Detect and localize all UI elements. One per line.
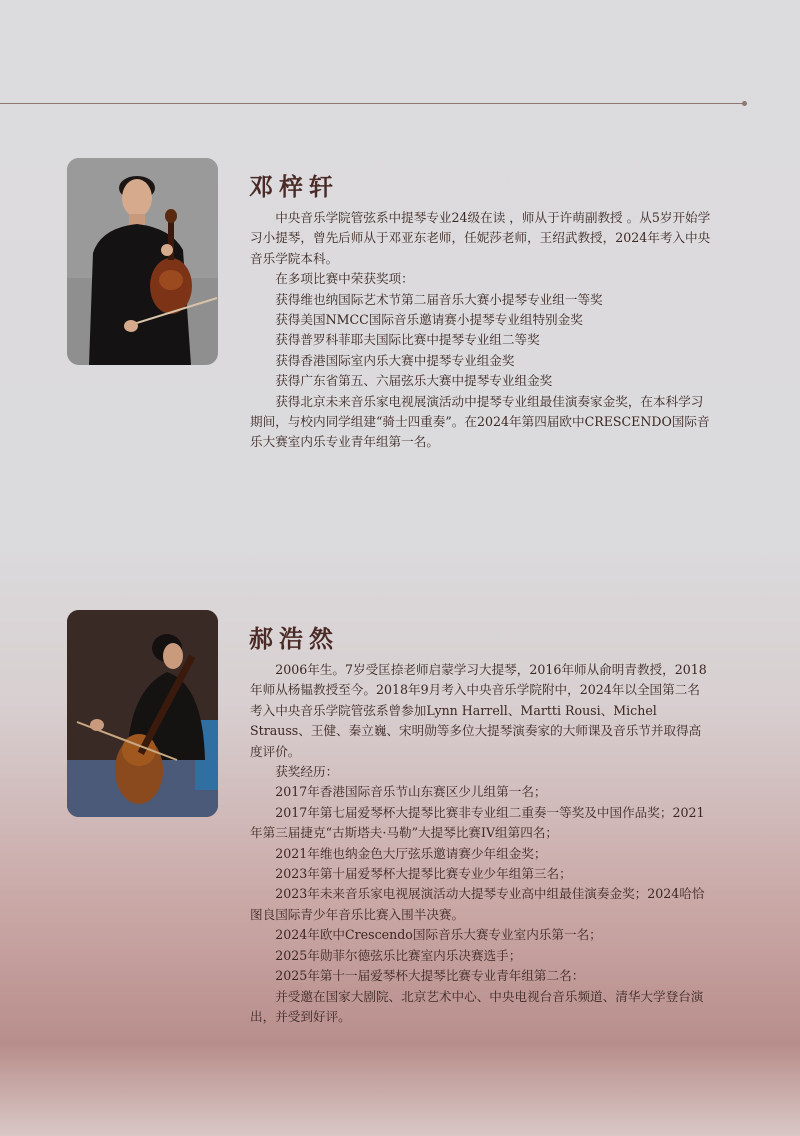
person2-name: 郝浩然	[249, 624, 339, 653]
person2-award: 2024年欧中Crescendo国际音乐大赛专业室内乐第一名；	[275, 927, 602, 943]
person1-name: 邓梓轩	[249, 172, 339, 201]
person1-bio	[250, 208, 712, 453]
person2-award: 2017年第七届爱琴杯大提琴比赛非专业组二重奏一等奖及中国作品奖；2021年第三届捷克“古斯塔夫·马勒”大提琴比赛IV组第四名；	[250, 804, 705, 841]
person1-award: 获得普罗科菲耶夫国际比赛中提琴专业组二等奖	[275, 332, 540, 348]
person1-award: 获得维也纳国际艺术节第二届音乐大赛小提琴专业组一等奖	[275, 291, 603, 307]
top-divider-line	[0, 103, 745, 104]
portrait-cellist-photo	[67, 610, 218, 817]
person2-award: 2023年未来音乐家电视展演活动大提琴专业高中组最佳演奏金奖；2024哈恰图良国际青少年音乐比赛入围半决赛。	[250, 886, 705, 922]
person1-award: 获得广东省第五、六届弦乐大赛中提琴专业组金奖	[275, 373, 553, 389]
person2-paragraph: 2006年生。7岁受匡捺老师启蒙学习大提琴，2016年师从俞明青教授，2018年师从杨韫教授至今。2018年9月考入中央音乐学院附中，2024年以全国第二名考入中央音乐学院管弦系曾参加Lynn Harrell、Martti Rousi、Michel Strauss、王健、秦立巍、宋明勋等多位大提琴演奏家的大师课及音乐节并取得高度评价。	[250, 662, 707, 759]
divider-end-dot	[742, 101, 747, 106]
person2-award: 2025年第十一届爱琴杯大提琴比赛专业青年组第二名：	[275, 968, 585, 984]
person2-award: 2017年香港国际音乐节山东赛区少儿组第一名；	[275, 784, 547, 800]
person2-award: 2023年第十届爱琴杯大提琴比赛专业少年组第三名；	[275, 866, 572, 882]
person1-award: 获得北京未来音乐家电视展演活动中提琴专业组最佳演奏家金奖，在本科学习期间，与校内同学组建“骑士四重奏”。在2024年第四届欧中CRESCENDO国际音乐大赛室内乐专业青年组第一名。	[250, 393, 710, 450]
person2-bio	[250, 660, 712, 1027]
person2-paragraph: 获奖经历：	[275, 764, 339, 780]
person1-award: 获得美国NMCC国际音乐邀请赛小提琴专业组特别金奖	[275, 312, 583, 328]
person1-paragraph: 中央音乐学院管弦系中提琴专业24级在读 ，师从于许萌副教授 。从5岁开始学习小提琴，曾先后师从于邓亚东老师，任妮莎老师，王绍武教授，2024年考入中央音乐学院本科。	[250, 210, 711, 266]
person1-paragraph: 在多项比赛中荣获奖项：	[275, 271, 414, 287]
person2-award: 2021年维也纳金色大厅弦乐邀请赛少年组金奖；	[275, 845, 547, 861]
person1-award: 获得香港国际室内乐大赛中提琴专业组金奖	[275, 352, 515, 368]
person2-award: 2025年勋菲尔德弦乐比赛室内乐决赛选手；	[275, 947, 522, 963]
person2-paragraph: 并受邀在国家大剧院、北京艺术中心、中央电视台音乐频道、清华大学登台演出，并受到好评。	[250, 988, 704, 1024]
portrait-violist-photo	[67, 158, 218, 365]
